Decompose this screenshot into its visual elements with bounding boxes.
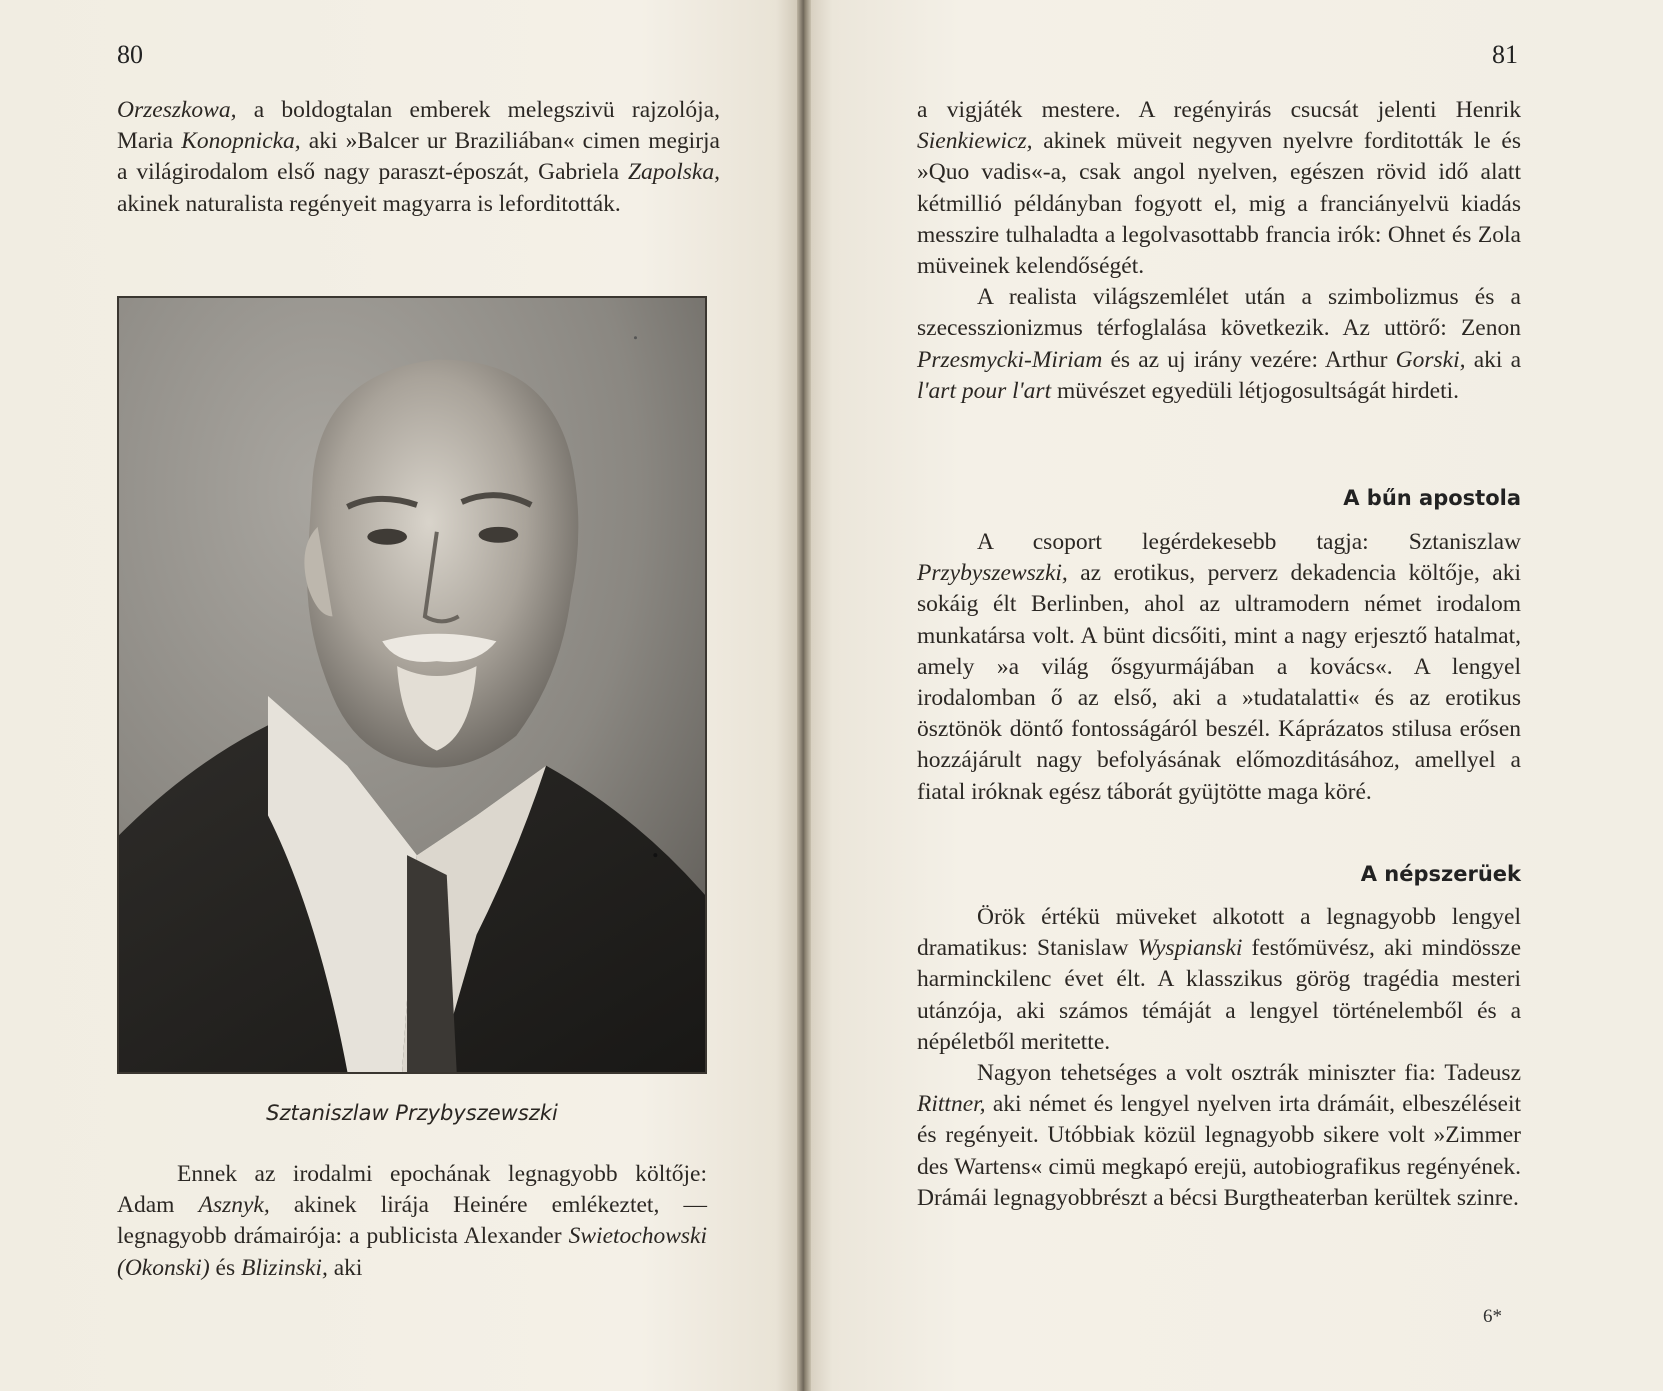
text-run: festőmüvész, aki mindössze harminckilenc évet élt. A klasszikus görög tragédia mesteri utánzója, aki számos témáját a lengyel történelemből és a népéletből meritette. bbox=[917, 935, 1521, 1055]
text-run: Nagyon tehetséges a volt osztrák miniszter fia: Tadeusz bbox=[977, 1060, 1521, 1087]
italic-name: Gorski, bbox=[1395, 346, 1466, 373]
italic-name: Swietochowski (Okonski) bbox=[117, 1223, 707, 1281]
text-run: akinek naturalista regényeit magyarra is leforditották. bbox=[117, 190, 621, 217]
italic-name: Rittner, bbox=[917, 1091, 986, 1118]
text-run: akinek lirája Heinére emlékeztet, — legnagyobb drámairója: a publicista Alexander bbox=[117, 1192, 707, 1250]
right-bottom-paragraphs bbox=[917, 902, 1521, 1214]
paragraph bbox=[117, 1159, 707, 1284]
italic-name: Wyspianski bbox=[1137, 935, 1243, 962]
text-run: a boldogtalan emberek melegszivü rajzolója, Maria bbox=[117, 97, 720, 155]
left-bottom-paragraph bbox=[117, 1159, 707, 1284]
text-run: a vigjáték mestere. A regényirás csucsát jelenti Henrik bbox=[917, 97, 1521, 123]
italic-name: Przybyszewszki, bbox=[917, 560, 1068, 587]
section-heading-nepszeruek: A népszerüek bbox=[1360, 862, 1521, 886]
signature-mark: 6* bbox=[1483, 1306, 1502, 1327]
portrait-illustration bbox=[119, 298, 705, 1072]
paragraph bbox=[917, 1058, 1521, 1214]
text-run: aki német és lengyel nyelven irta drámáit, elbeszéléseit és regényeit. Utóbbiak közül legnagyobb sikere volt »Zimmer des Wartens« cimü megkapó erejü, autobiografikus regényének. Drámái legnagyobbrészt a bécsi Burgtheaterban kerültek szinre. bbox=[917, 1091, 1521, 1211]
paragraph bbox=[917, 282, 1521, 407]
right-top-paragraphs bbox=[917, 95, 1521, 407]
section-heading-bun-apostola: A bűn apostola bbox=[1343, 486, 1521, 510]
photo-caption: Sztaniszlaw Przybyszewszki bbox=[266, 1101, 558, 1125]
text-run: akinek müveit negyven nyelvre forditották le és »Quo vadis«-a, csak angol nyelven, egészen rövid idő alatt kétmillió példányban fogyott el, mig a franciányelvü kiadás messzire tulhaladta a legolvasottabb francia irók: Ohnet és Zola müveinek kelendőségét. bbox=[917, 128, 1521, 280]
text-run: aki »Balcer ur Braziliában« cimen megirja a világirodalom első nagy paraszt-époszát, Gabriela bbox=[117, 128, 720, 186]
page-number-left: 80 bbox=[117, 40, 143, 69]
italic-name: Sienkiewicz, bbox=[917, 128, 1033, 155]
paragraph bbox=[117, 95, 720, 220]
text-run: müvészet egyedüli létjogosultságát hirdeti. bbox=[1051, 377, 1459, 404]
italic-name: Blizinski, bbox=[241, 1254, 328, 1281]
italic-name: Przesmycki-Miriam bbox=[917, 346, 1103, 373]
italic-name: Asznyk, bbox=[198, 1192, 270, 1219]
paragraph bbox=[917, 95, 1521, 282]
portrait-photo bbox=[117, 296, 707, 1074]
italic-name: Orzeszkowa, bbox=[117, 97, 237, 123]
text-run: aki a bbox=[1465, 346, 1521, 373]
right-middle-paragraph bbox=[917, 527, 1521, 808]
book-gutter bbox=[797, 0, 811, 1391]
text-run: A realista világszemlélet után a szimbolizmus és a szecesszionizmus térfoglalása következik. Az uttörő: Zenon bbox=[917, 284, 1521, 342]
paragraph bbox=[917, 902, 1521, 1058]
italic-name: Konopnicka, bbox=[181, 128, 301, 155]
text-run: Ennek az irodalmi epochának legnagyobb költője: Adam bbox=[117, 1161, 707, 1219]
text-run: aki bbox=[327, 1254, 363, 1281]
text-run: és bbox=[209, 1254, 241, 1281]
text-run: és az uj irány vezére: Arthur bbox=[1102, 346, 1396, 373]
paragraph bbox=[917, 527, 1521, 808]
italic-name: l'art pour l'art bbox=[917, 377, 1052, 404]
italic-name: Zapolska, bbox=[627, 159, 720, 186]
page-number-right: 81 bbox=[1492, 40, 1518, 69]
text-run: A csoport legérdekesebb tagja: Sztaniszlaw bbox=[977, 529, 1521, 555]
left-top-paragraph bbox=[117, 95, 720, 220]
text-run: Örök értékü müveket alkotott a legnagyobb lengyel dramatikus: Stanislaw bbox=[917, 904, 1521, 962]
text-run: az erotikus, perverz dekadencia költője, aki sokáig élt Berlinben, ahol az ultramodern német irodalom munkatársa volt. A bünt dicsőiti, mint a nagy erjesztő hatalmat, amely »a világ ősgyurmájában a kovács«. A lengyel irodalomban ő az első, aki a »tudatalatti« és az erotikus ösztönök döntő fontosságáról beszél. Káprázatos stilusa erősen hozzájárult nagy befolyásának előmozditásához, amellyel a fiatal iróknak egész táborát gyüjtötte maga köré. bbox=[917, 560, 1521, 805]
